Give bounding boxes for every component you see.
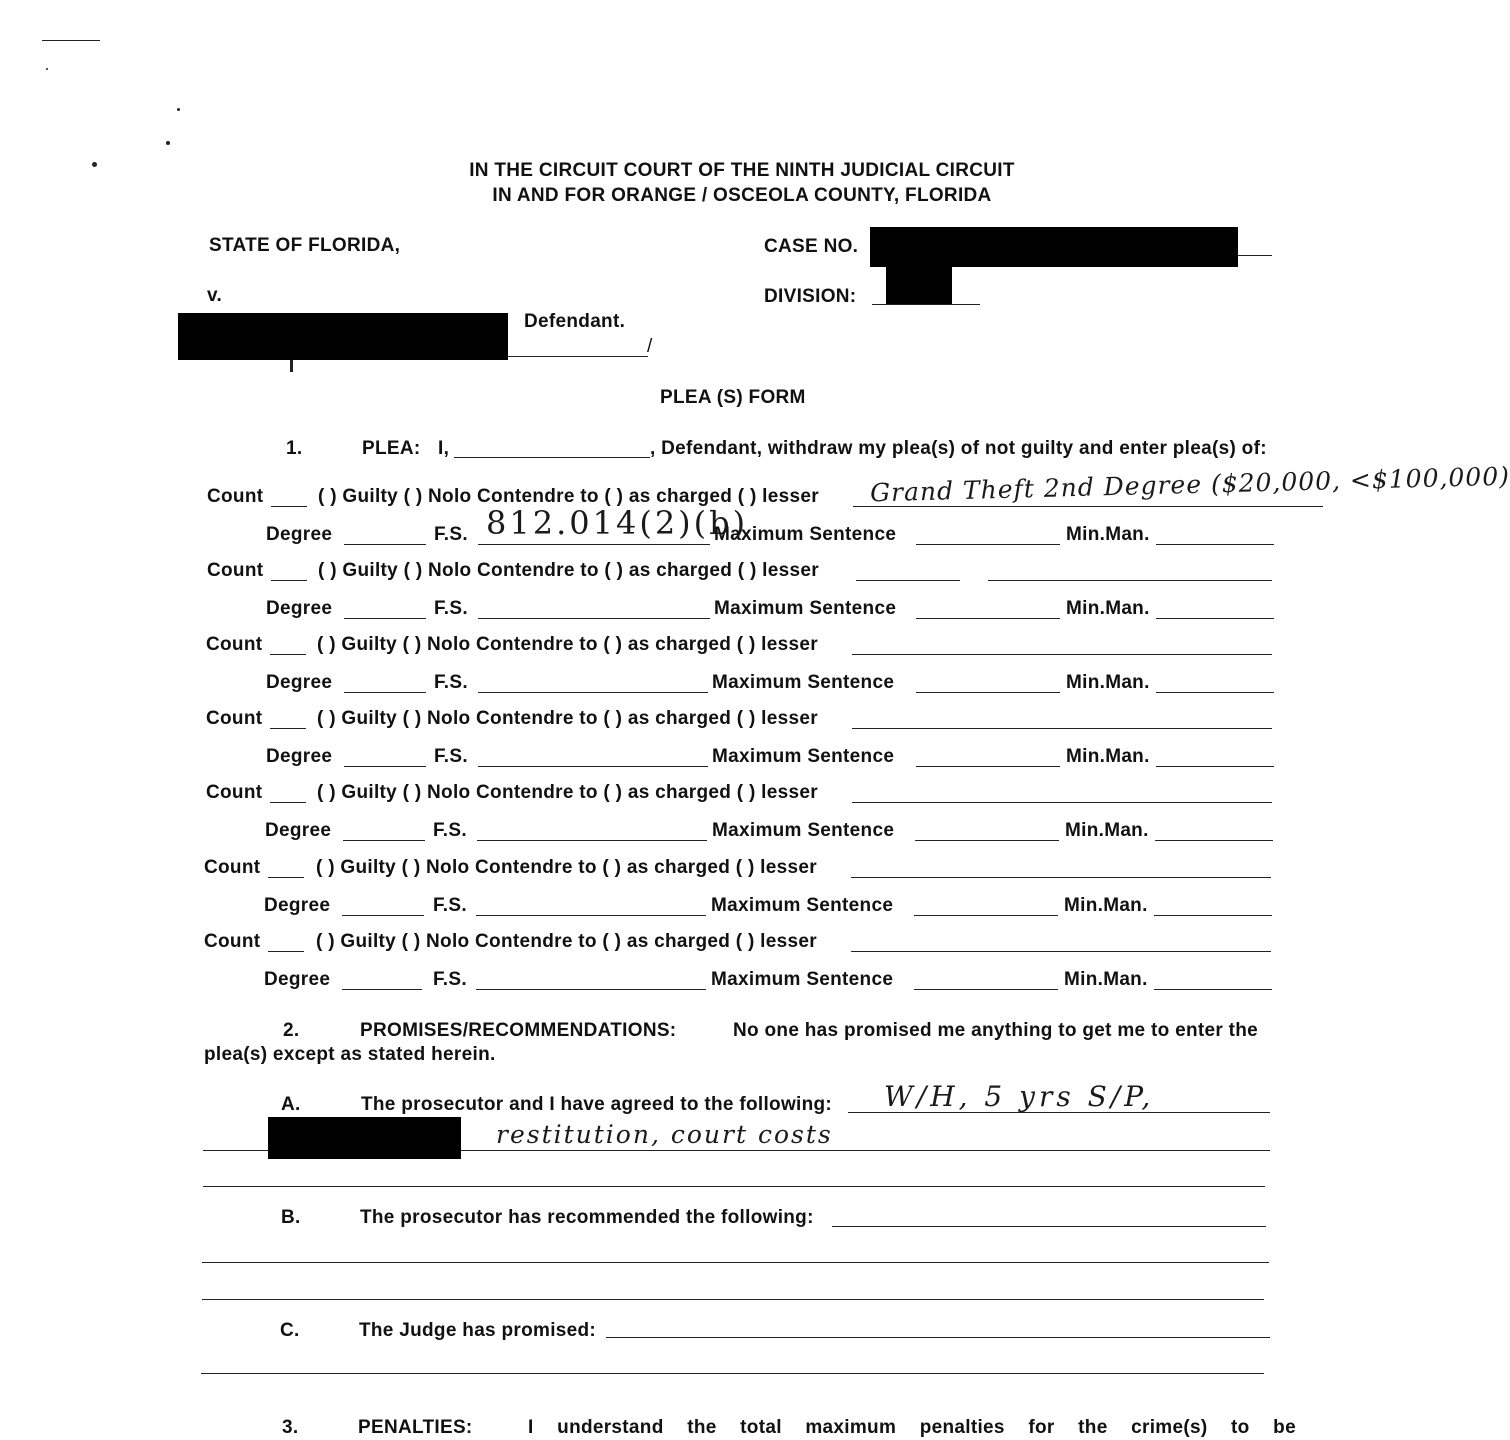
count-label: Count [206,708,263,729]
section1-intro-prefix: I, [438,438,450,459]
degree-label: Degree [264,895,331,916]
section2-label: PROMISES/RECOMMENDATIONS: [360,1020,677,1041]
count-entry [0,634,1440,693]
degree-label: Degree [264,969,331,990]
caption-tick [290,360,293,372]
count-label: Count [204,931,261,952]
division-label: DIVISION: [764,286,857,307]
min-man-blank[interactable] [1154,915,1272,916]
lesser-offense-blank[interactable] [851,877,1271,878]
degree-label: Degree [265,820,332,841]
handwritten-agreement-line-2: restitution, court costs [496,1120,833,1149]
section2-b-text: The prosecutor has recommended the following: [360,1207,814,1228]
lesser-offense-blank[interactable] [852,728,1272,729]
fs-blank[interactable] [476,989,706,990]
redacted-agreement-text [268,1117,461,1159]
plea-options[interactable]: ( ) Guilty ( ) Nolo Contendre to ( ) as charged ( ) lesser [318,560,819,581]
count-number-blank[interactable] [270,654,306,655]
max-sentence-blank[interactable] [916,692,1060,693]
section3-text: I understand the total maximum penalties for the crime(s) to be [528,1417,1296,1438]
lesser-offense-blank[interactable] [853,506,1323,507]
max-sentence-blank[interactable] [914,915,1058,916]
section3-number: 3. [282,1417,299,1438]
fs-label: F.S. [434,524,468,545]
section2-c-text: The Judge has promised: [359,1320,597,1341]
fs-label: F.S. [434,598,468,619]
judge-promise-blank[interactable] [606,1337,1270,1338]
count-entry [0,931,1440,990]
plea-options[interactable]: ( ) Guilty ( ) Nolo Contendre to ( ) as charged ( ) lesser [317,782,818,803]
section1-intro-suffix: , Defendant, withdraw my plea(s) of not guilty and enter plea(s) of: [650,438,1267,459]
plea-options[interactable]: ( ) Guilty ( ) Nolo Contendre to ( ) as charged ( ) lesser [317,708,818,729]
degree-blank[interactable] [344,544,426,545]
max-sentence-label: Maximum Sentence [711,895,894,916]
section1-label: PLEA: [362,438,421,459]
max-sentence-blank[interactable] [914,989,1058,990]
min-man-label: Min.Man. [1066,746,1150,767]
count-entry [0,708,1440,767]
count-entry [0,857,1440,916]
count-number-blank[interactable] [271,580,307,581]
max-sentence-label: Maximum Sentence [711,969,894,990]
defendant-name-line [508,356,648,357]
section2-text-2: plea(s) except as stated herein. [204,1044,496,1065]
section2-c-label: C. [280,1320,300,1341]
handwritten-lesser-offense: Grand Theft 2nd Degree ($20,000, <$100,000) [869,461,1510,508]
section1-number: 1. [286,438,303,459]
max-sentence-blank[interactable] [915,840,1059,841]
count-label: Count [207,560,264,581]
handwritten-fs-number: 812.014(2)(b) [486,504,749,542]
section2-text-1: No one has promised me anything to get me to enter the [733,1020,1259,1041]
min-man-label: Min.Man. [1064,895,1148,916]
scan-artifact-dot [177,108,180,111]
agreement-blank[interactable] [461,1150,1270,1151]
min-man-label: Min.Man. [1066,524,1150,545]
min-man-blank[interactable] [1154,989,1272,990]
min-man-label: Min.Man. [1066,598,1150,619]
lesser-offense-blank[interactable] [852,654,1272,655]
count-number-blank[interactable] [268,951,304,952]
min-man-label: Min.Man. [1064,969,1148,990]
section2-number: 2. [283,1020,300,1041]
min-man-blank[interactable] [1156,692,1274,693]
degree-label: Degree [266,672,333,693]
versus-label: v. [207,285,223,306]
degree-blank[interactable] [344,692,426,693]
section2-b-label: B. [281,1207,301,1228]
division-line [872,304,980,305]
case-number-label: CASE NO. [764,236,859,257]
court-header-line-2: IN AND FOR ORANGE / OSCEOLA COUNTY, FLORIDA [492,185,992,206]
fs-label: F.S. [433,895,467,916]
min-man-blank[interactable] [1156,544,1274,545]
max-sentence-label: Maximum Sentence [712,672,895,693]
min-man-label: Min.Man. [1066,672,1150,693]
fs-label: F.S. [434,672,468,693]
plea-options[interactable]: ( ) Guilty ( ) Nolo Contendre to ( ) as charged ( ) lesser [316,931,817,952]
defendant-slash: / [647,336,653,357]
judge-promise-blank[interactable] [201,1373,1264,1374]
recommendation-blank[interactable] [202,1299,1264,1300]
min-man-blank[interactable] [1156,766,1274,767]
redacted-case-number [870,227,1238,267]
max-sentence-label: Maximum Sentence [714,524,897,545]
count-number-blank[interactable] [270,728,306,729]
count-label: Count [206,634,263,655]
plea-options[interactable]: ( ) Guilty ( ) Nolo Contendre to ( ) as charged ( ) lesser [317,634,818,655]
fs-blank[interactable] [478,544,710,545]
degree-label: Degree [266,746,333,767]
count-number-blank[interactable] [271,506,307,507]
degree-label: Degree [266,598,333,619]
fs-blank[interactable] [478,766,708,767]
max-sentence-label: Maximum Sentence [714,598,897,619]
lesser-offense-blank[interactable] [852,802,1272,803]
plea-options[interactable]: ( ) Guilty ( ) Nolo Contendre to ( ) as charged ( ) lesser [318,486,819,507]
section2-a-label: A. [281,1094,301,1115]
min-man-label: Min.Man. [1065,820,1149,841]
section2-a-text: The prosecutor and I have agreed to the following: [361,1094,833,1115]
case-number-line [1238,255,1272,256]
fs-label: F.S. [433,820,467,841]
count-label: Count [206,782,263,803]
fs-blank[interactable] [477,840,707,841]
fs-blank[interactable] [478,618,710,619]
recommendation-blank[interactable] [202,1262,1269,1263]
scan-artifact-dot [46,68,48,70]
lesser-offense-blank[interactable] [856,580,960,581]
count-entry [0,560,1440,619]
min-man-blank[interactable] [1155,840,1273,841]
handwritten-agreement-line-1: W/H, 5 yrs S/P, [884,1080,1155,1113]
lesser-offense-blank[interactable] [988,580,1272,581]
defendant-name-blank[interactable] [454,457,650,458]
count-number-blank[interactable] [270,802,306,803]
count-label: Count [207,486,264,507]
plea-options[interactable]: ( ) Guilty ( ) Nolo Contendre to ( ) as charged ( ) lesser [316,857,817,878]
lesser-offense-blank[interactable] [851,951,1271,952]
section3-label: PENALTIES: [358,1417,473,1438]
degree-blank[interactable] [344,618,426,619]
form-title: PLEA (S) FORM [660,387,806,408]
redacted-defendant-name [178,313,508,360]
degree-blank[interactable] [342,989,422,990]
count-number-blank[interactable] [268,877,304,878]
degree-blank[interactable] [342,915,424,916]
plaintiff-label: STATE OF FLORIDA, [209,235,401,256]
degree-label: Degree [266,524,333,545]
count-entry [0,782,1440,841]
degree-blank[interactable] [343,840,425,841]
min-man-blank[interactable] [1156,618,1274,619]
fs-label: F.S. [434,746,468,767]
degree-blank[interactable] [344,766,426,767]
recommendation-blank[interactable] [832,1226,1266,1227]
court-header-line-1: IN THE CIRCUIT COURT OF THE NINTH JUDICIAL CIRCUIT [469,160,1015,181]
max-sentence-label: Maximum Sentence [712,746,895,767]
max-sentence-label: Maximum Sentence [712,820,895,841]
agreement-blank[interactable] [203,1186,1265,1187]
fs-blank[interactable] [478,692,708,693]
redacted-division [886,266,952,304]
fs-label: F.S. [433,969,467,990]
max-sentence-blank[interactable] [916,544,1060,545]
scan-artifact-line [42,40,100,41]
fs-blank[interactable] [476,915,706,916]
max-sentence-blank[interactable] [916,766,1060,767]
defendant-label: Defendant. [524,311,626,332]
agreement-blank[interactable] [203,1150,269,1151]
scan-artifact-dot [166,141,170,145]
max-sentence-blank[interactable] [916,618,1060,619]
count-label: Count [204,857,261,878]
